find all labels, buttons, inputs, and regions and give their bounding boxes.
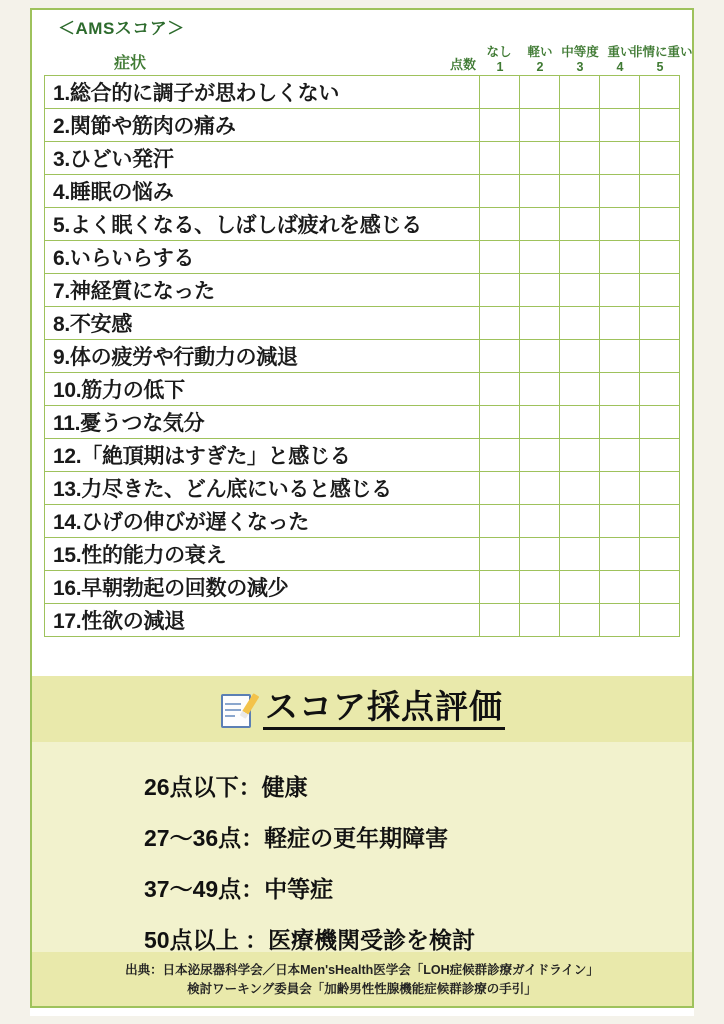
rating-cell-3[interactable] [560, 174, 600, 207]
symptom-table [44, 75, 680, 637]
rating-cell-2[interactable] [520, 75, 560, 108]
symptom-label: 17.性欲の減退 [45, 603, 480, 636]
symptom-label: 16.早朝勃起の回数の減少 [45, 570, 480, 603]
rating-cell-5[interactable] [640, 603, 680, 636]
rating-cell-4[interactable] [600, 438, 640, 471]
rating-cell-4[interactable] [600, 339, 640, 372]
rating-number-4: 4 [616, 59, 624, 74]
rating-cell-5[interactable] [640, 537, 680, 570]
rating-cell-2[interactable] [520, 504, 560, 537]
rating-cell-4[interactable] [600, 603, 640, 636]
table-row [45, 174, 680, 207]
rating-label-5: 非情に重い [630, 44, 693, 59]
rating-cell-2[interactable] [520, 438, 560, 471]
criteria-item: 26点以下：健康 [144, 774, 308, 800]
rating-cell-5[interactable] [640, 240, 680, 273]
rating-cell-1[interactable] [480, 405, 520, 438]
symptom-table-area [30, 8, 694, 676]
table-row [45, 240, 680, 273]
rating-cell-1[interactable] [480, 438, 520, 471]
table-row [45, 306, 680, 339]
rating-cell-5[interactable] [640, 207, 680, 240]
rating-cell-1[interactable] [480, 570, 520, 603]
table-row [45, 504, 680, 537]
score-column-header: 点数 [449, 56, 476, 72]
rating-number-1: 1 [496, 59, 504, 74]
rating-cell-3[interactable] [560, 471, 600, 504]
rating-label-1: なし [486, 44, 512, 59]
rating-cell-4[interactable] [600, 372, 640, 405]
rating-cell-2[interactable] [520, 207, 560, 240]
source-line-1: 出典：日本泌尿器科学会／日本Men'sHealth医学会「LOH症候群診療ガイドライン」 [125, 963, 599, 977]
symptom-column-header: 症状 [114, 54, 147, 72]
rating-cell-3[interactable] [560, 273, 600, 306]
rating-cell-2[interactable] [520, 273, 560, 306]
rating-cell-2[interactable] [520, 108, 560, 141]
rating-cell-4[interactable] [600, 240, 640, 273]
rating-cell-4[interactable] [600, 75, 640, 108]
rating-cell-1[interactable] [480, 75, 520, 108]
rating-cell-4[interactable] [600, 537, 640, 570]
table-row [45, 537, 680, 570]
table-row [45, 141, 680, 174]
rating-cell-1[interactable] [480, 504, 520, 537]
ams-score-title: ＜AMSスコア＞ [58, 19, 185, 38]
rating-label-2: 軽い [527, 44, 553, 59]
rating-cell-5[interactable] [640, 174, 680, 207]
rating-cell-3[interactable] [560, 570, 600, 603]
table-row [45, 108, 680, 141]
source-footer [30, 952, 694, 1008]
table-row [45, 339, 680, 372]
rating-cell-3[interactable] [560, 603, 600, 636]
table-row [45, 603, 680, 636]
rating-number-2: 2 [536, 59, 544, 74]
symptom-label: 8.不安感 [45, 306, 480, 339]
rating-cell-3[interactable] [560, 537, 600, 570]
symptom-label: 2.関節や筋肉の痛み [45, 108, 480, 141]
rating-label-4: 重い [607, 44, 633, 59]
criteria-item: 50点以上 ：医療機関受診を検討 [144, 927, 475, 953]
rating-header-2 [520, 46, 560, 75]
criteria-list [30, 742, 694, 952]
rating-cell-2[interactable] [520, 570, 560, 603]
rating-header-3 [560, 46, 600, 75]
rating-cell-2[interactable] [520, 141, 560, 174]
rating-cell-3[interactable] [560, 504, 600, 537]
rating-cell-3[interactable] [560, 438, 600, 471]
rating-cell-4[interactable] [600, 306, 640, 339]
table-row [45, 570, 680, 603]
rating-cell-3[interactable] [560, 372, 600, 405]
rating-label-3: 中等度 [561, 44, 599, 59]
rating-cell-2[interactable] [520, 174, 560, 207]
symptom-label: 9.体の疲労や行動力の減退 [45, 339, 480, 372]
source-line-2: 検討ワーキング委員会「加齢男性性腺機能症候群診療の手引」 [187, 982, 537, 997]
rating-cell-4[interactable] [600, 471, 640, 504]
table-row [45, 75, 680, 108]
table-row [45, 438, 680, 471]
symptom-label: 13.力尽きた、どん底にいると感じる [45, 471, 480, 504]
score-evaluation-title: スコア採点評価 [263, 688, 505, 730]
symptom-label: 15.性的能力の衰え [45, 537, 480, 570]
symptom-label: 14.ひげの伸びが遅くなった [45, 504, 480, 537]
score-evaluation-heading [219, 688, 505, 730]
score-evaluation-band [30, 676, 694, 742]
rating-cell-5[interactable] [640, 141, 680, 174]
symptom-table-body [45, 75, 680, 636]
ams-score-sheet [30, 8, 694, 1016]
rating-cell-3[interactable] [560, 75, 600, 108]
symptom-label: 7.神経質になった [45, 273, 480, 306]
symptom-label: 1.総合的に調子が思わしくない [45, 75, 480, 108]
symptom-label: 3.ひどい発汗 [45, 141, 480, 174]
memo-pencil-icon [219, 691, 253, 727]
rating-cell-4[interactable] [600, 174, 640, 207]
rating-cell-4[interactable] [600, 504, 640, 537]
rating-cell-2[interactable] [520, 405, 560, 438]
rating-cell-1[interactable] [480, 372, 520, 405]
rating-cell-1[interactable] [480, 240, 520, 273]
symptom-label: 6.いらいらする [45, 240, 480, 273]
rating-cell-1[interactable] [480, 174, 520, 207]
criteria-item: 27〜36点：軽症の更年期障害 [144, 825, 449, 851]
symptom-label: 11.憂うつな気分 [45, 405, 480, 438]
table-row [45, 372, 680, 405]
rating-cell-4[interactable] [600, 570, 640, 603]
symptom-label: 10.筋力の低下 [45, 372, 480, 405]
rating-number-5: 5 [656, 59, 664, 74]
rating-cell-2[interactable] [520, 603, 560, 636]
rating-cell-5[interactable] [640, 372, 680, 405]
rating-cell-2[interactable] [520, 537, 560, 570]
rating-cell-3[interactable] [560, 339, 600, 372]
rating-cell-1[interactable] [480, 306, 520, 339]
rating-header-1 [480, 46, 520, 75]
rating-cell-3[interactable] [560, 108, 600, 141]
rating-cell-4[interactable] [600, 405, 640, 438]
rating-cell-5[interactable] [640, 108, 680, 141]
rating-column-headers [480, 44, 693, 75]
rating-cell-5[interactable] [640, 339, 680, 372]
rating-cell-1[interactable] [480, 141, 520, 174]
rating-cell-4[interactable] [600, 108, 640, 141]
rating-number-3: 3 [576, 59, 584, 74]
symptom-label: 4.睡眠の悩み [45, 174, 480, 207]
rating-cell-3[interactable] [560, 240, 600, 273]
rating-cell-5[interactable] [640, 405, 680, 438]
rating-cell-1[interactable] [480, 471, 520, 504]
symptom-label: 5.よく眠くなる、しばしば疲れを感じる [45, 207, 480, 240]
rating-cell-1[interactable] [480, 339, 520, 372]
table-row [45, 207, 680, 240]
rating-cell-3[interactable] [560, 405, 600, 438]
rating-cell-2[interactable] [520, 306, 560, 339]
rating-cell-3[interactable] [560, 141, 600, 174]
rating-cell-2[interactable] [520, 240, 560, 273]
rating-cell-5[interactable] [640, 273, 680, 306]
rating-cell-5[interactable] [640, 471, 680, 504]
rating-cell-5[interactable] [640, 75, 680, 108]
rating-cell-3[interactable] [560, 306, 600, 339]
rating-header-5 [630, 44, 693, 75]
table-row [45, 273, 680, 306]
symptom-label: 12.「絶頂期はすぎた」と感じる [45, 438, 480, 471]
rating-cell-3[interactable] [560, 207, 600, 240]
rating-cell-2[interactable] [520, 471, 560, 504]
table-row [45, 405, 680, 438]
rating-cell-5[interactable] [640, 504, 680, 537]
rating-cell-1[interactable] [480, 273, 520, 306]
table-row [45, 471, 680, 504]
rating-cell-4[interactable] [600, 141, 640, 174]
rating-cell-4[interactable] [600, 273, 640, 306]
table-header-row [44, 41, 693, 75]
rating-cell-5[interactable] [640, 306, 680, 339]
rating-cell-5[interactable] [640, 438, 680, 471]
rating-cell-4[interactable] [600, 207, 640, 240]
rating-cell-1[interactable] [480, 603, 520, 636]
rating-cell-5[interactable] [640, 570, 680, 603]
criteria-item: 37〜49点：中等症 [144, 876, 334, 902]
rating-cell-2[interactable] [520, 339, 560, 372]
rating-cell-1[interactable] [480, 108, 520, 141]
rating-cell-1[interactable] [480, 207, 520, 240]
rating-cell-2[interactable] [520, 372, 560, 405]
rating-cell-1[interactable] [480, 537, 520, 570]
